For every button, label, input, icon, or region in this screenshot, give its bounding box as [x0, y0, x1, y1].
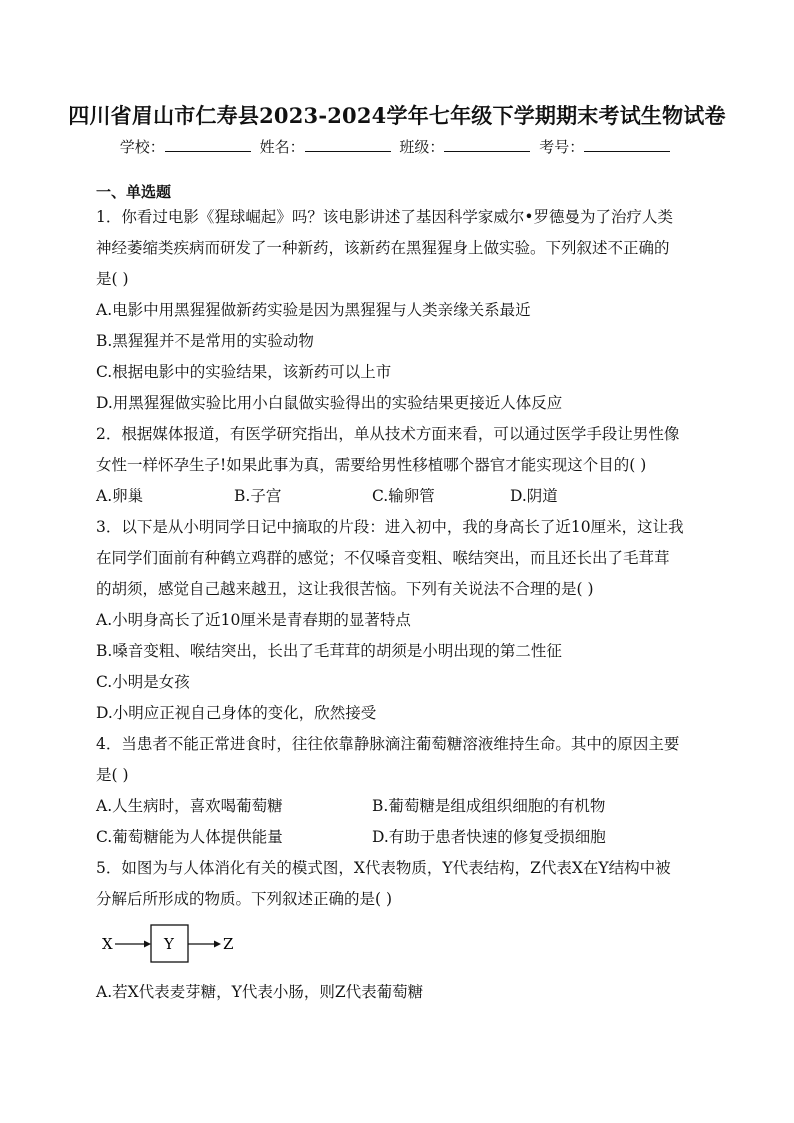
- question-1-option-a: A.电影中用黑猩猩做新药实验是因为黑猩猩与人类亲缘关系最近: [96, 301, 531, 319]
- question-3-stem-line-1: 3．以下是从小明同学日记中摘取的片段：进入初中，我的身高长了近10厘米，这让我: [96, 518, 684, 536]
- question-4-option-b: B.葡萄糖是组成组织细胞的有机物: [372, 797, 606, 815]
- question-5-option-a: A.若X代表麦芽糖，Y代表小肠，则Z代表葡萄糖: [96, 983, 424, 1001]
- diagram-y-label: Y: [164, 935, 174, 953]
- question-2-option-a: A.卵巢: [96, 487, 144, 505]
- question-4-options-row-1: [96, 794, 716, 816]
- question-1-stem-line-3: 是( ): [96, 270, 129, 288]
- question-2-option-d: D.阴道: [510, 487, 558, 505]
- school-label: 学校：: [119, 138, 165, 156]
- question-5-stem-line-2: 分解后所形成的物质。下列叙述正确的是( ): [96, 890, 393, 908]
- diagram-z-label: Z: [223, 935, 234, 953]
- question-5-stem-line-1: 5．如图为与人体消化有关的模式图，X代表物质，Y代表结构，Z代表X在Y结构中被: [96, 859, 671, 877]
- question-1-stem-line-2: 神经萎缩类疾病而研发了一种新药，该新药在黑猩猩身上做实验。下列叙述不正确的: [96, 239, 670, 257]
- question-4-option-c: C.葡萄糖能为人体提供能量: [96, 828, 283, 846]
- class-blank: [444, 137, 530, 152]
- question-2-options: [96, 484, 716, 506]
- exam-no-blank: [584, 137, 670, 152]
- diagram-arrowhead-y-to-z: [214, 941, 221, 948]
- student-info-line: [0, 136, 794, 157]
- question-1-option-d: D.用黑猩猩做实验比用小白鼠做实验得出的实验结果更接近人体反应: [96, 394, 563, 412]
- question-4-stem-line-2: 是( ): [96, 766, 129, 784]
- question-3-stem-line-3: 的胡须，感觉自己越来越丑，这让我很苦恼。下列有关说法不合理的是( ): [96, 580, 594, 598]
- name-label: 姓名：: [259, 138, 305, 156]
- question-4-options-row-2: [96, 825, 716, 847]
- exam-title: 四川省眉山市仁寿县2023-2024学年七年级下学期期末考试生物试卷: [68, 103, 726, 128]
- question-3-stem-line-2: 在同学们面前有种鹤立鸡群的感觉；不仅嗓音变粗、喉结突出，而且还长出了毛茸茸: [96, 549, 670, 567]
- question-3-option-d: D.小明应正视自己身体的变化，欣然接受: [96, 704, 377, 722]
- question-1-stem-line-1: 1．你看过电影《猩球崛起》吗？该电影讲述了基因科学家威尔•罗德曼为了治疗人类: [96, 208, 674, 226]
- question-1-option-c: C.根据电影中的实验结果，该新药可以上市: [96, 363, 392, 381]
- question-2-option-c: C.输卵管: [372, 487, 435, 505]
- question-3-option-c: C.小明是女孩: [96, 673, 190, 691]
- question-2-stem-line-2: 女性一样怀孕生子!如果此事为真，需要给男性移植哪个器官才能实现这个目的( ): [96, 456, 647, 474]
- question-2-stem-line-1: 2．根据媒体报道，有医学研究指出，单从技术方面来看，可以通过医学手段让男性像: [96, 425, 680, 443]
- question-3-option-b: B.嗓音变粗、喉结突出，长出了毛茸茸的胡须是小明出现的第二性征: [96, 642, 562, 660]
- class-label: 班级：: [399, 138, 445, 156]
- question-3-option-a: A.小明身高长了近10厘米是青春期的显著特点: [96, 611, 411, 629]
- name-blank: [305, 137, 391, 152]
- exam-no-label: 考号：: [539, 138, 585, 156]
- digestion-diagram: [96, 921, 296, 967]
- section-heading: 一、单选题: [96, 183, 172, 201]
- question-4-option-a: A.人生病时，喜欢喝葡萄糖: [96, 797, 283, 815]
- question-4-option-d: D.有助于患者快速的修复受损细胞: [372, 828, 606, 846]
- question-1-option-b: B.黑猩猩并不是常用的实验动物: [96, 332, 314, 350]
- question-4-stem-line-1: 4．当患者不能正常进食时，往往依靠静脉滴注葡萄糖溶液维持生命。其中的原因主要: [96, 735, 680, 753]
- question-2-option-b: B.子宫: [234, 487, 282, 505]
- school-blank: [165, 137, 251, 152]
- diagram-x-label: X: [102, 935, 113, 953]
- diagram-arrowhead-x-to-y: [144, 941, 151, 948]
